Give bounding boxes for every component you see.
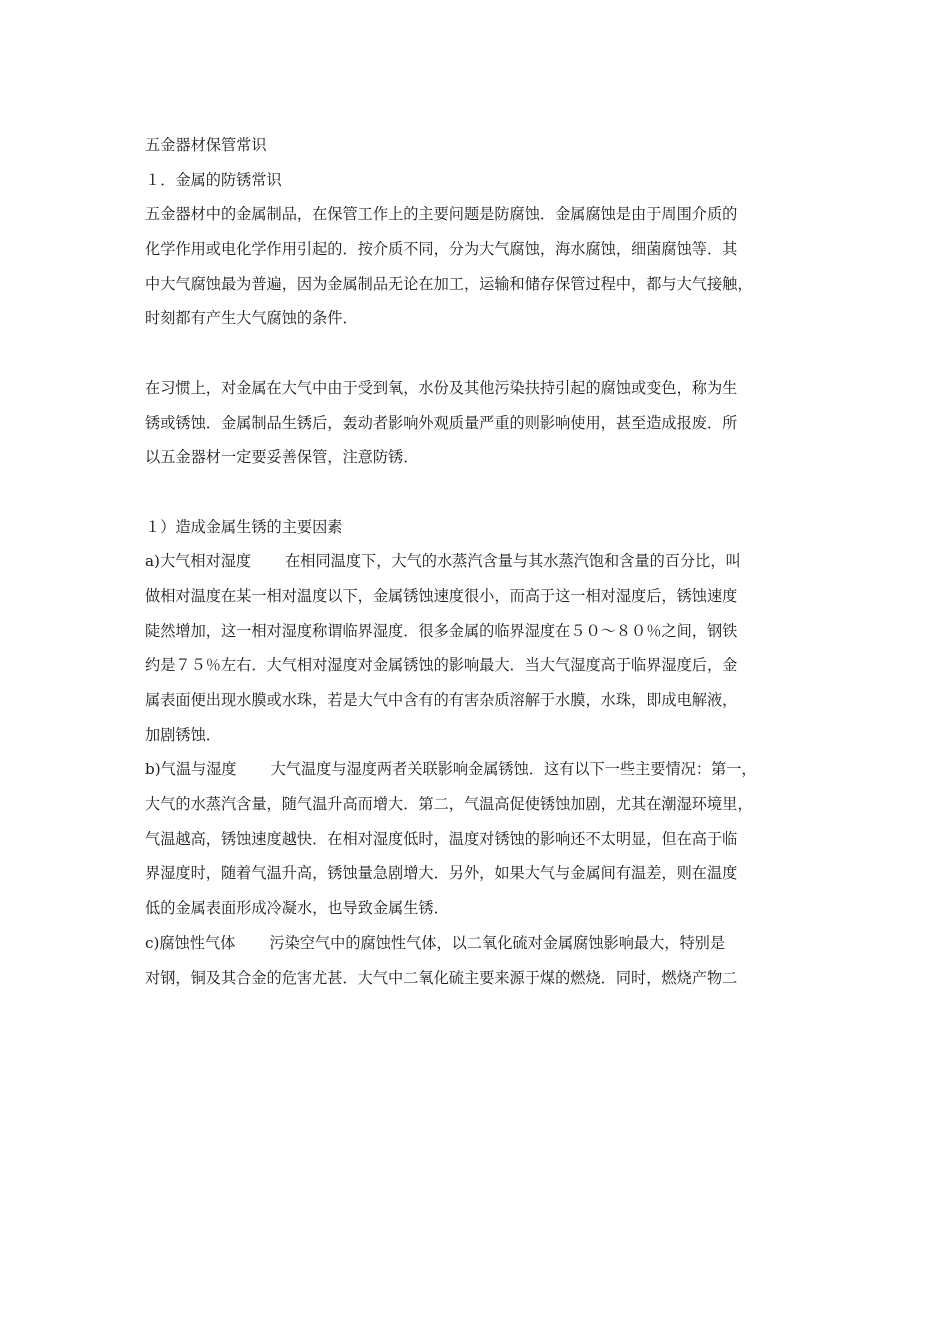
factor-humidity [145,544,835,752]
paragraph-line: 做相对温度在某一相对温度以下，金属锈蚀速度很小，而高于这一相对湿度后，锈蚀速度 [145,586,738,605]
paragraph-line: 界湿度时，随着气温升高，锈蚀量急剧增大．另外，如果大气与金属间有温差，则在温度 [145,864,738,883]
paragraph-line: 化学作用或电化学作用引起的．按介质不同，分为大气腐蚀，海水腐蚀，细菌腐蚀等．其 [145,240,738,259]
blank-line [145,475,835,510]
factor-label: c)腐蚀性气体 [145,933,236,952]
paragraph-line: 低的金属表面形成冷凝水，也导致金属生锈． [145,899,449,918]
factor-first-line [145,544,835,579]
paragraph-line: 属表面便出现水膜或水珠，若是大气中含有的有害杂质溶解于水膜，水珠，即成电解液， [145,691,738,709]
paragraph-rust-definition [145,371,835,475]
paragraph-line: 锈或锈蚀．金属制品生锈后，轰动者影响外观质量严重的则影响使用，甚至造成报废．所 [145,413,738,432]
paragraph-line: 对钢，铜及其合金的危害尤甚．大气中二氧化硫主要来源于煤的燃烧．同时，燃烧产物二 [145,968,738,987]
paragraph-line: 在习惯上，对金属在大气中由于受到氧，水份及其他污染扶持引起的腐蚀或变色，称为生 [145,378,738,397]
factor-label: a)大气相对湿度 [145,552,252,571]
subsection-heading: １）造成金属生锈的主要因素 [145,517,343,536]
factor-label: b)气温与湿度 [145,760,237,779]
paragraph-line: 大气的水蒸汽含量，随气温升高而增大．第二，气温高促使锈蚀加剧，尤其在潮湿环境里， [145,795,753,814]
paragraph-line: 气温越高，锈蚀速度越快．在相对湿度低时，温度对锈蚀的影响还不太明显，但在高于临 [145,829,738,848]
paragraph-line: 时刻都有产生大气腐蚀的条件． [145,309,358,328]
factor-temperature [145,752,835,925]
factor-text: 污染空气中的腐蚀性气体，以二氧化硫对金属腐蚀影响最大，特别是 [269,933,725,952]
factor-text: 在相同温度下，大气的水蒸汽含量与其水蒸汽饱和含量的百分比，叫 [285,552,741,571]
paragraph-line: 中大气腐蚀最为普遍，因为金属制品无论在加工，运输和储存保管过程中，都与大气接触， [145,274,753,293]
paragraph-line: 陡然增加，这一相对湿度称谓临界湿度．很多金属的临界湿度在５０～８０％之间，钢铁 [145,621,738,640]
paragraph-rust-overview [145,197,835,336]
factor-text: 大气温度与湿度两者关联影响金属锈蚀．这有以下一些主要情况：第一， [270,760,757,779]
factor-first-line [145,926,835,961]
factor-first-line [145,752,835,787]
document-title: 五金器材保管常识 [145,136,267,154]
paragraph-line: 加剧锈蚀． [145,725,221,744]
document-page [145,128,835,995]
paragraph-line: 五金器材中的金属制品，在保管工作上的主要问题是防腐蚀．金属腐蚀是由于周围介质的 [145,205,738,224]
factor-corrosive-gas [145,926,835,995]
paragraph-line: 约是７５％左右．大气相对湿度对金属锈蚀的影响最大．当大气湿度高于临界湿度后，金 [145,656,738,675]
paragraph-line: 以五金器材一定要妥善保管，注意防锈． [145,448,419,467]
section-heading: １．金属的防锈常识 [145,170,282,189]
blank-line [145,336,835,371]
